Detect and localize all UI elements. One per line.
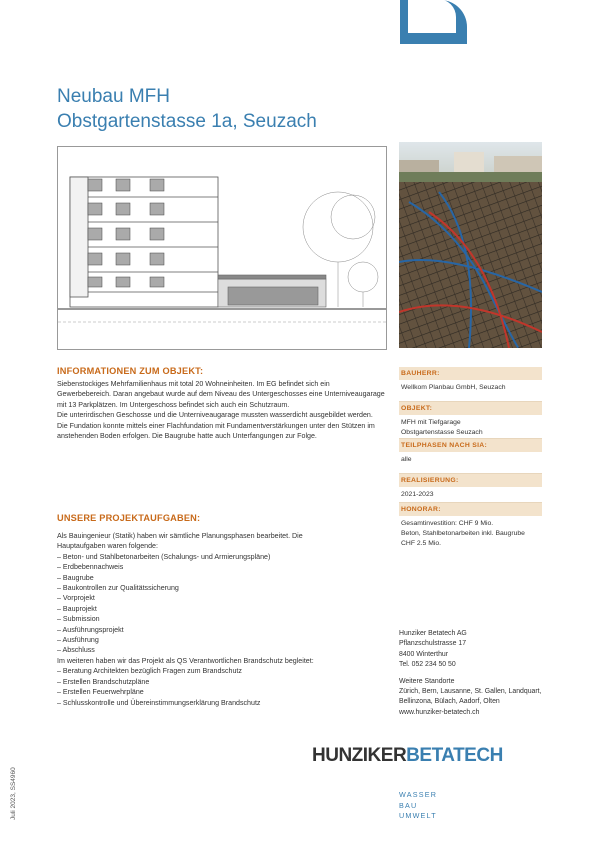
section-tasks-body xyxy=(57,531,397,708)
section-info-heading: INFORMATIONEN ZUM OBJEKT: xyxy=(57,366,204,376)
info-label-fee: HONORAR: xyxy=(399,503,542,516)
address-line: Hunziker Betatech AG xyxy=(399,630,467,637)
section-info-body xyxy=(57,379,385,441)
info-value-realization: 2021-2023 xyxy=(399,487,542,503)
page-title-line2: Obstgartenstasse 1a, Seuzach xyxy=(57,111,317,132)
fire-task-item: – Erstellen Feuerwehrpläne xyxy=(57,688,144,697)
tagline-word: WASSER xyxy=(399,790,438,799)
info-paragraph: Die unterirdischen Geschosse und die Unterniveaugarage mussten wasserdicht ausgebildet werden. xyxy=(57,411,373,420)
task-item: – Abschluss xyxy=(57,646,95,655)
tagline xyxy=(399,790,437,822)
info-label-object: OBJEKT: xyxy=(399,402,542,415)
project-info-box xyxy=(399,367,542,549)
tagline-word: BAU xyxy=(399,800,418,810)
address-line: Tel. 052 234 50 50 xyxy=(399,661,456,669)
task-item: – Baugrube xyxy=(57,573,94,582)
info-label-realization: REALISIERUNG: xyxy=(399,474,542,487)
construction-photo xyxy=(399,142,542,348)
info-label-client: BAUHERR: xyxy=(399,367,542,380)
tasks-intro-line: Hauptaufgaben waren folgende: xyxy=(57,542,158,551)
locations-line: Bellinzona, Bülach, Aadorf, Olten xyxy=(399,698,500,706)
brand-part2: BETATECH xyxy=(406,745,503,766)
brand-part1: HUNZIKER xyxy=(312,745,407,766)
task-item: – Baukontrollen zur Qualitätssicherung xyxy=(57,584,179,593)
company-address xyxy=(399,629,559,718)
task-item: – Erdbebennachweis xyxy=(57,563,124,572)
company-logo xyxy=(312,745,503,767)
info-value-phases: alle xyxy=(399,452,542,474)
elevation-drawing xyxy=(57,146,387,350)
fire-task-item: – Erstellen Brandschutzpläne xyxy=(57,677,150,686)
tagline-word: UMWELT xyxy=(399,811,437,820)
section-tasks-heading: UNSERE PROJEKTAUFGABEN: xyxy=(57,513,201,523)
info-paragraph: Siebenstockiges Mehrfamilienhaus mit total 20 Wohneinheiten. Im EG befindet sich ein Gewerbebereich. Daran angebaut wurde auf dem Niveau des Untergeschosses eine Unterniveaugarage mit 13 Parkplätzen. Im Untergeschoss befindet sich auch ein Schutzraum. xyxy=(57,380,385,409)
address-line: Pflanzschulstrasse 17 xyxy=(399,640,467,648)
task-item: – Ausführung xyxy=(57,636,99,645)
task-item: – Beton- und Stahlbetonarbeiten (Schalungs- und Armierungspläne) xyxy=(57,552,271,561)
tasks-outro: Im weiteren haben wir das Projekt als QS Verantwortlichen Brandschutz begleitet: xyxy=(57,656,314,665)
fire-task-item: – Beratung Architekten bezüglich Fragen zum Brandschutz xyxy=(57,667,242,676)
website-link[interactable]: www.hunziker-betatech.ch xyxy=(399,708,480,716)
task-item: – Vorprojekt xyxy=(57,594,95,603)
page-title-line1: Neubau MFH xyxy=(57,86,170,107)
locations-line: Zürich, Bern, Lausanne, St. Gallen, Landquart, xyxy=(399,688,542,696)
task-item: – Ausführungsprojekt xyxy=(57,625,124,634)
address-line: 8400 Winterthur xyxy=(399,650,449,658)
info-value-fee: Gesamtinvestition: CHF 9 Mio. Beton, Stahlbetonarbeiten inkl. Baugrube CHF 2.5 Mio. xyxy=(401,520,525,547)
document-code: Juli 2023, SS4960 xyxy=(10,767,17,820)
logo-mark xyxy=(400,0,467,44)
info-value-object: MFH mit Tiefgarage Obstgartenstasse Seuzach xyxy=(399,415,542,439)
task-item: – Submission xyxy=(57,615,100,624)
task-item: – Bauprojekt xyxy=(57,604,97,613)
info-value-client: Wellkom Planbau GmbH, Seuzach xyxy=(399,380,542,402)
info-label-phases: TEILPHASEN NACH SIA: xyxy=(399,439,542,452)
info-paragraph: Die Fundation konnte mittels einer Flachfundation mit Fundamentverstärkungen unter den Stützen im anstehenden Boden erfolgen. Die Baugrube hatte auch Unterfangungen zur Folge. xyxy=(57,421,375,441)
fire-task-item: – Schlusskontrolle und Übereinstimmungserklärung Brandschutz xyxy=(57,698,261,707)
tasks-intro-line: Als Bauingenieur (Statik) haben wir sämtliche Planungsphasen bearbeitet. Die xyxy=(57,532,303,540)
locations-heading: Weitere Standorte xyxy=(399,677,455,685)
